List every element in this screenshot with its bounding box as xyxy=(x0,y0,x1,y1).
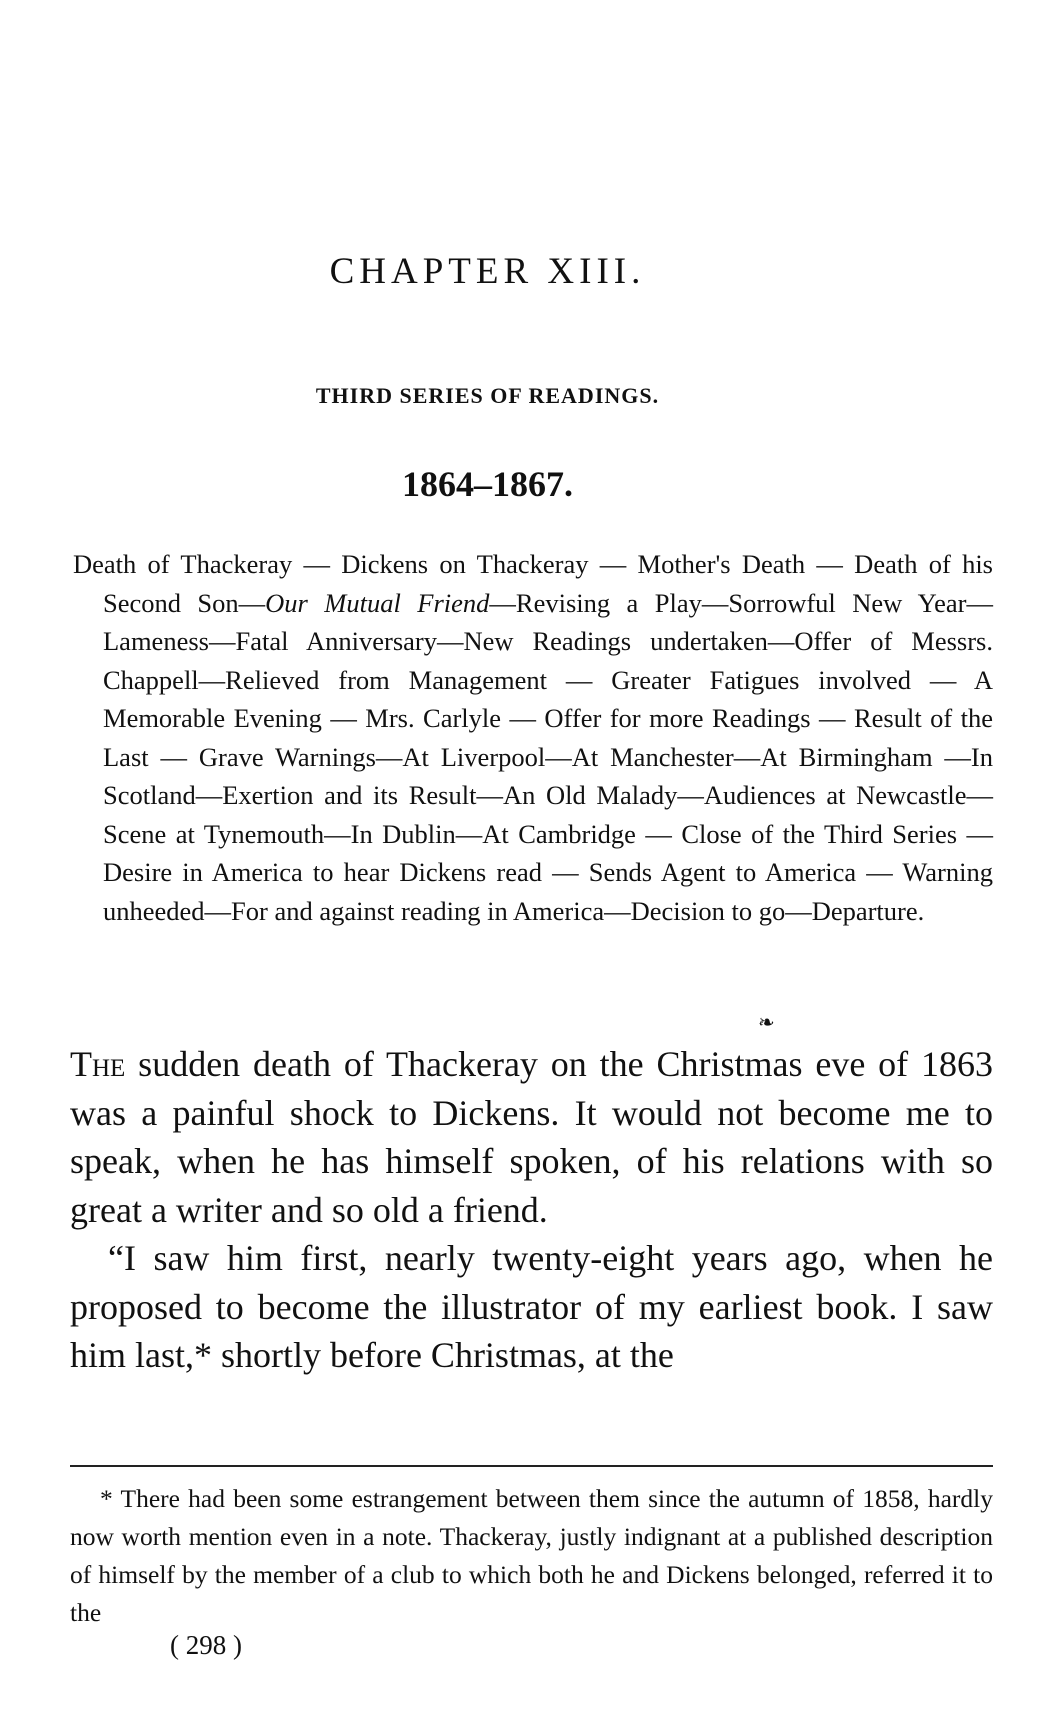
paragraph-2: “I saw him first, nearly twenty-eight years ago, when he proposed to become the illustrator of my earliest book. I saw him last,* shortly before Christmas, at the xyxy=(70,1238,993,1375)
chapter-title: THIRD SERIES OF READINGS. xyxy=(315,383,660,408)
chapter-heading: CHAPTER XIII. xyxy=(329,251,646,292)
body-text xyxy=(70,1040,993,1380)
synopsis-text-2: —Revising a Play—Sorrowful New Year—Lameness—Fatal Anniversary—New Readings undertaken—Offer of Messrs. Chappell—Relieved from Management — Greater Fatigues involved — A Memorable Evening — Mrs. Carlyle — Offer for more Readings — Result of the Last — Grave Warnings—At Liverpool—At Manchester—At Birmingham —In Scotland—Exertion and its Result—An Old Malady—Audiences at Newcastle—Scene at Tynemouth—In Dublin—At Cambridge — Close of the Third Series — Desire in America to hear Dickens read — Sends Agent to America — Warning unheeded—For and against reading in America—Decision to go—Departure. xyxy=(103,587,994,926)
footnote-rule xyxy=(70,1465,993,1467)
synopsis-book-title: Our Mutual Friend xyxy=(265,587,490,618)
paragraph-lead: The xyxy=(70,1044,126,1084)
paragraph-1-text: sudden death of Thackeray on the Christmas eve of 1863 was a painful shock to Dickens. It would not become me to speak, when he has himself spoken, of his relations with so great a writer and so old a friend. xyxy=(70,1044,993,1230)
ornament-icon: ❧ xyxy=(758,1012,775,1034)
paragraph-1 xyxy=(70,1040,993,1234)
synopsis-text-1: Death of Thackeray — Dickens on Thackeray — Mother's Death — Death of his Second Son— xyxy=(73,549,993,618)
chapter-years: 1864–1867. xyxy=(402,464,573,504)
page-number: ( 298 ) xyxy=(170,1630,242,1660)
chapter-synopsis xyxy=(73,545,993,930)
footnote xyxy=(70,1480,993,1632)
footnote-text: * There had been some estrangement between them since the autumn of 1858, hardly now worth mention even in a note. Thackeray, justly indignant at a published description of himself by the member of a club to which both he and Dickens belonged, referred it to the xyxy=(70,1484,993,1627)
